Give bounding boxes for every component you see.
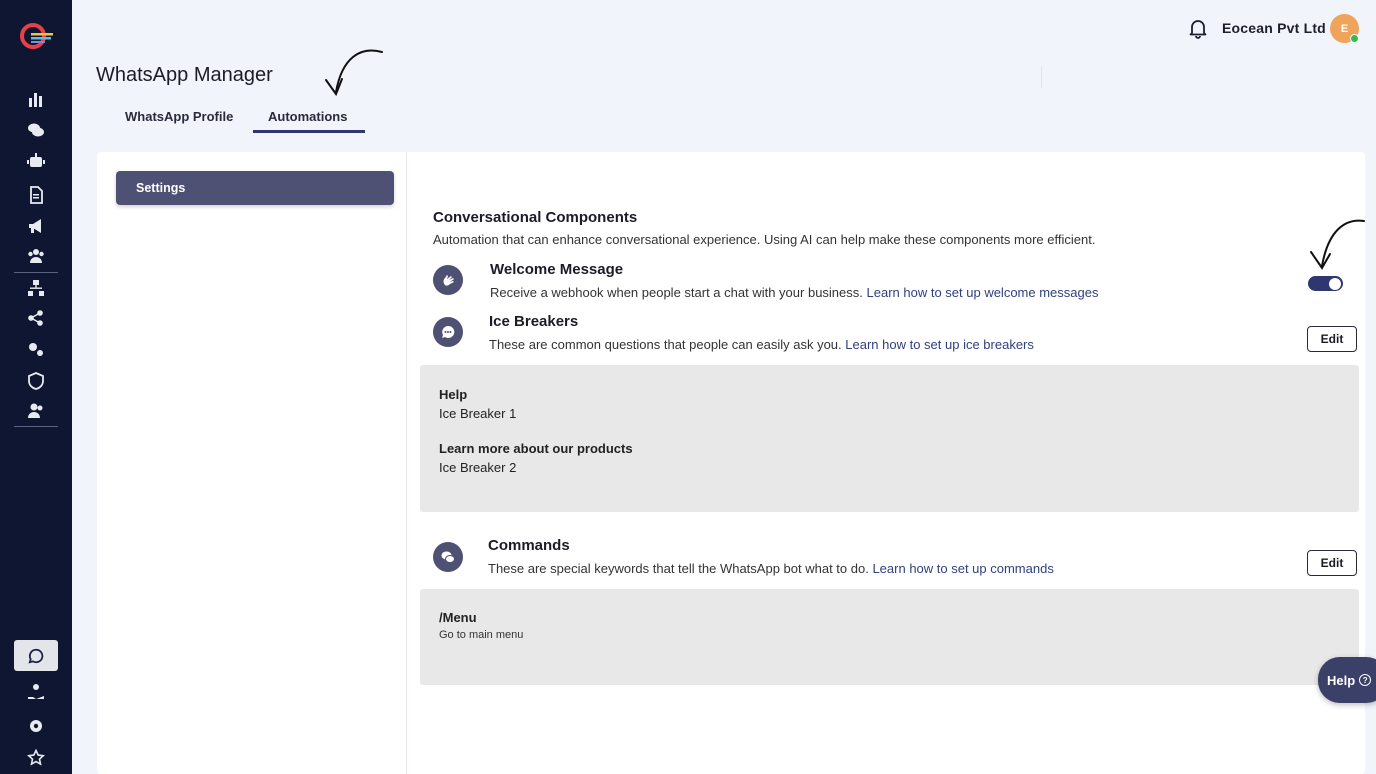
card-divider xyxy=(406,152,407,774)
megaphone-icon[interactable] xyxy=(22,214,50,238)
chat-icon[interactable] xyxy=(22,118,50,142)
command-keyword: /Menu xyxy=(439,610,477,625)
tab-automations[interactable]: Automations xyxy=(268,109,348,124)
ice-breaker-question: Learn more about our products xyxy=(439,441,633,456)
help-label: Help xyxy=(1327,672,1356,688)
commands-title: Commands xyxy=(488,537,570,554)
topbar-divider xyxy=(1041,66,1042,88)
eocean-logo[interactable] xyxy=(18,20,56,52)
group-icon[interactable] xyxy=(22,244,50,268)
ice-breaker-question: Help xyxy=(439,387,468,402)
bot-icon[interactable] xyxy=(22,149,50,173)
commands-description-text: These are special keywords that tell the WhatsApp bot what to do. xyxy=(488,561,869,576)
annotation-arrow-icon xyxy=(320,44,390,104)
ice-breakers-description xyxy=(489,337,1034,352)
online-status-dot xyxy=(1350,34,1359,43)
support-hand-icon[interactable] xyxy=(22,680,50,704)
page-title: WhatsApp Manager xyxy=(96,64,273,86)
ice-breakers-description-text: These are common questions that people can easily ask you. xyxy=(489,337,842,352)
sidebar-divider xyxy=(14,426,58,427)
welcome-message-description xyxy=(490,285,1098,300)
ice-breakers-title: Ice Breakers xyxy=(489,313,579,330)
notification-bell-icon[interactable] xyxy=(1186,16,1210,40)
avatar-initial: E xyxy=(1340,22,1349,35)
share-icon[interactable] xyxy=(22,306,50,330)
tab-whatsapp-profile[interactable]: WhatsApp Profile xyxy=(125,109,234,124)
speech-bubble-icon xyxy=(433,317,463,347)
question-circle-icon: ? xyxy=(1359,674,1371,686)
company-name[interactable]: Eocean Pvt Ltd xyxy=(1222,20,1326,36)
ice-breakers-learn-link[interactable]: Learn how to set up ice breakers xyxy=(845,337,1034,352)
sidebar-divider xyxy=(14,272,58,273)
annotation-arrow-icon xyxy=(1304,214,1370,272)
welcome-learn-link[interactable]: Learn how to set up welcome messages xyxy=(866,285,1099,300)
shield-icon[interactable] xyxy=(22,369,50,393)
command-description: Go to main menu xyxy=(439,629,524,641)
avatar[interactable] xyxy=(1330,14,1359,43)
ice-breaker-label: Ice Breaker 2 xyxy=(439,460,517,475)
analytics-icon[interactable] xyxy=(22,88,50,112)
welcome-description-text: Receive a webhook when people start a chat with your business. xyxy=(490,285,863,300)
commands-panel xyxy=(420,589,1359,685)
sidebar xyxy=(0,0,72,774)
hierarchy-icon[interactable] xyxy=(22,276,50,300)
active-tab-indicator xyxy=(253,130,365,133)
welcome-message-toggle[interactable] xyxy=(1308,276,1343,291)
gears-icon[interactable] xyxy=(22,337,50,361)
section-description: Automation that can enhance conversational experience. Using AI can help make these components more efficient. xyxy=(433,232,1096,247)
chat-bubbles-icon xyxy=(433,542,463,572)
welcome-message-title: Welcome Message xyxy=(490,261,624,278)
users-icon[interactable] xyxy=(22,399,50,423)
settings-menu-item[interactable]: Settings xyxy=(116,171,394,205)
commands-learn-link[interactable]: Learn how to set up commands xyxy=(872,561,1054,576)
ice-breakers-panel xyxy=(420,365,1359,512)
commands-description xyxy=(488,561,1054,576)
whatsapp-icon[interactable] xyxy=(14,640,58,671)
help-button[interactable] xyxy=(1318,657,1376,703)
wave-hand-icon xyxy=(433,265,463,295)
star-icon[interactable] xyxy=(22,746,50,770)
settings-gear-icon[interactable] xyxy=(22,714,50,738)
ice-breaker-label: Ice Breaker 1 xyxy=(439,406,517,421)
toggle-knob xyxy=(1329,278,1341,290)
section-title: Conversational Components xyxy=(433,209,638,226)
ice-breakers-edit-button[interactable]: Edit xyxy=(1307,326,1357,352)
document-icon[interactable] xyxy=(22,183,50,207)
commands-edit-button[interactable]: Edit xyxy=(1307,550,1357,576)
